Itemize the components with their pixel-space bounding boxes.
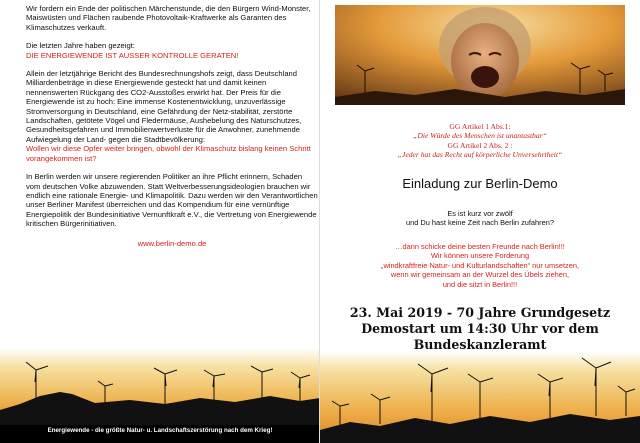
cta-line-3: „windkraftfreie Natur- und Kulturlandschaften“ nur umsetzen,	[381, 260, 579, 270]
crying-child-photo	[335, 5, 625, 105]
invitation-headline: Einladung zur Berlin-Demo	[402, 176, 558, 191]
cta-line-4: wenn wir gemeinsam an der Wurzel des Übels ziehen,	[390, 270, 570, 280]
victims-question: Wollen wir diese Opfer weiter bringen, obwohl der Klimaschutz bislang keinen Schritt vorangekommen ist?	[26, 144, 311, 163]
cta-line-2: Wir können unsere Forderung	[430, 251, 530, 261]
gg-article-1	[320, 122, 640, 160]
right-panel	[320, 0, 640, 443]
question-line-1: Es ist kurz vor zwölf	[447, 209, 513, 218]
article-2-title: GG Artikel 2 Abs. 2 :	[447, 140, 513, 150]
energiewende-warning: DIE ENERGIEWENDE IST AUSSER KONTROLLE GERATEN!	[26, 50, 239, 60]
question-line-2: und Du hast keine Zeit nach Berlin zufahren?	[406, 218, 554, 228]
article-2-quote: „Jeder hat das Recht auf körperliche Unversehrtheit“	[397, 150, 563, 160]
cta-line-1: …dann schicke deine besten Freunde nach Berlin!!!	[395, 242, 565, 251]
website-link[interactable]: www.berlin-demo.de	[137, 238, 207, 248]
question-block	[320, 209, 640, 228]
footer-slogan: Energiewende - die größte Natur- u. Landschaftszerstörung nach dem Krieg!	[47, 427, 273, 434]
call-to-action-block	[320, 242, 640, 289]
event-details	[320, 305, 640, 353]
event-date: 23. Mai 2019 - 70 Jahre Grundgesetz	[349, 305, 611, 320]
article-1-title: GG Artikel 1 Abs.1:	[449, 122, 511, 131]
berlin-paragraph: In Berlin werden wir unsere regierenden Politiker an ihre Pflicht erinnern, Schaden vom deutschen Volke abzuwenden. Statt Weltverbesserungsideologien brauchen wir endlich eine rationale Energie- und Klimapolitik. Dazu werden wir den Verantwortlichen unser Berliner Manifest überreichen und das Kompendium für eine vernünftige Energiepolitik der Bundesinitiative Vernunftkraft e.V., die Vertretung von Energiewende kritischen Bürgerinitiativen.	[26, 172, 318, 229]
rechnungshof-paragraph: Allein der letztjährige Bericht des Bundesrechnungshofs zeigt, dass Deutschland Milliardenbeträge in diese Energiewende gesteckt hat und damit keinen nennenswerten Rückgang des CO2-Ausstoßes erwirkt hat. Der Preis für die Energiewende ist zu hoch: Eine immense Kostenentwicklung, unzuverlässige Stromversorgung in Deutschland, eine Gefährdung der Netz-stabilität, zerstörte Landschaften, getötete Vögel und Fledermäuse, Aushebelung des Naturschutzes, Gesundheitsgefahren und Immobilienwertverluste für die Anwohner, zunehmende Aufwiegelung der Land- gegen die Stadtbevölkerung:	[26, 69, 302, 144]
years-shown-label: Die letzten Jahre haben gezeigt:	[26, 41, 135, 51]
left-text-block	[26, 4, 318, 248]
intro-paragraph: Wir fordern ein Ende der politischen Märchenstunde, die den Bürgern Wind-Monster, Maiswüsten und Flächen raubende Photovoltaik-Kraftwerke als Garanten des Klimaschutzes verkauft.	[26, 4, 311, 32]
right-sunset-illustration	[320, 352, 640, 443]
event-location: Bundeskanzleramt	[413, 337, 547, 352]
article-1-quote: „Die Würde des Menschen ist unantastbar“	[413, 131, 547, 141]
event-start-time: Demostart um 14:30 Uhr vor dem	[361, 321, 599, 336]
cta-line-5: und die sitzt in Berlin!!!	[442, 279, 518, 289]
left-sunset-illustration	[0, 348, 320, 426]
